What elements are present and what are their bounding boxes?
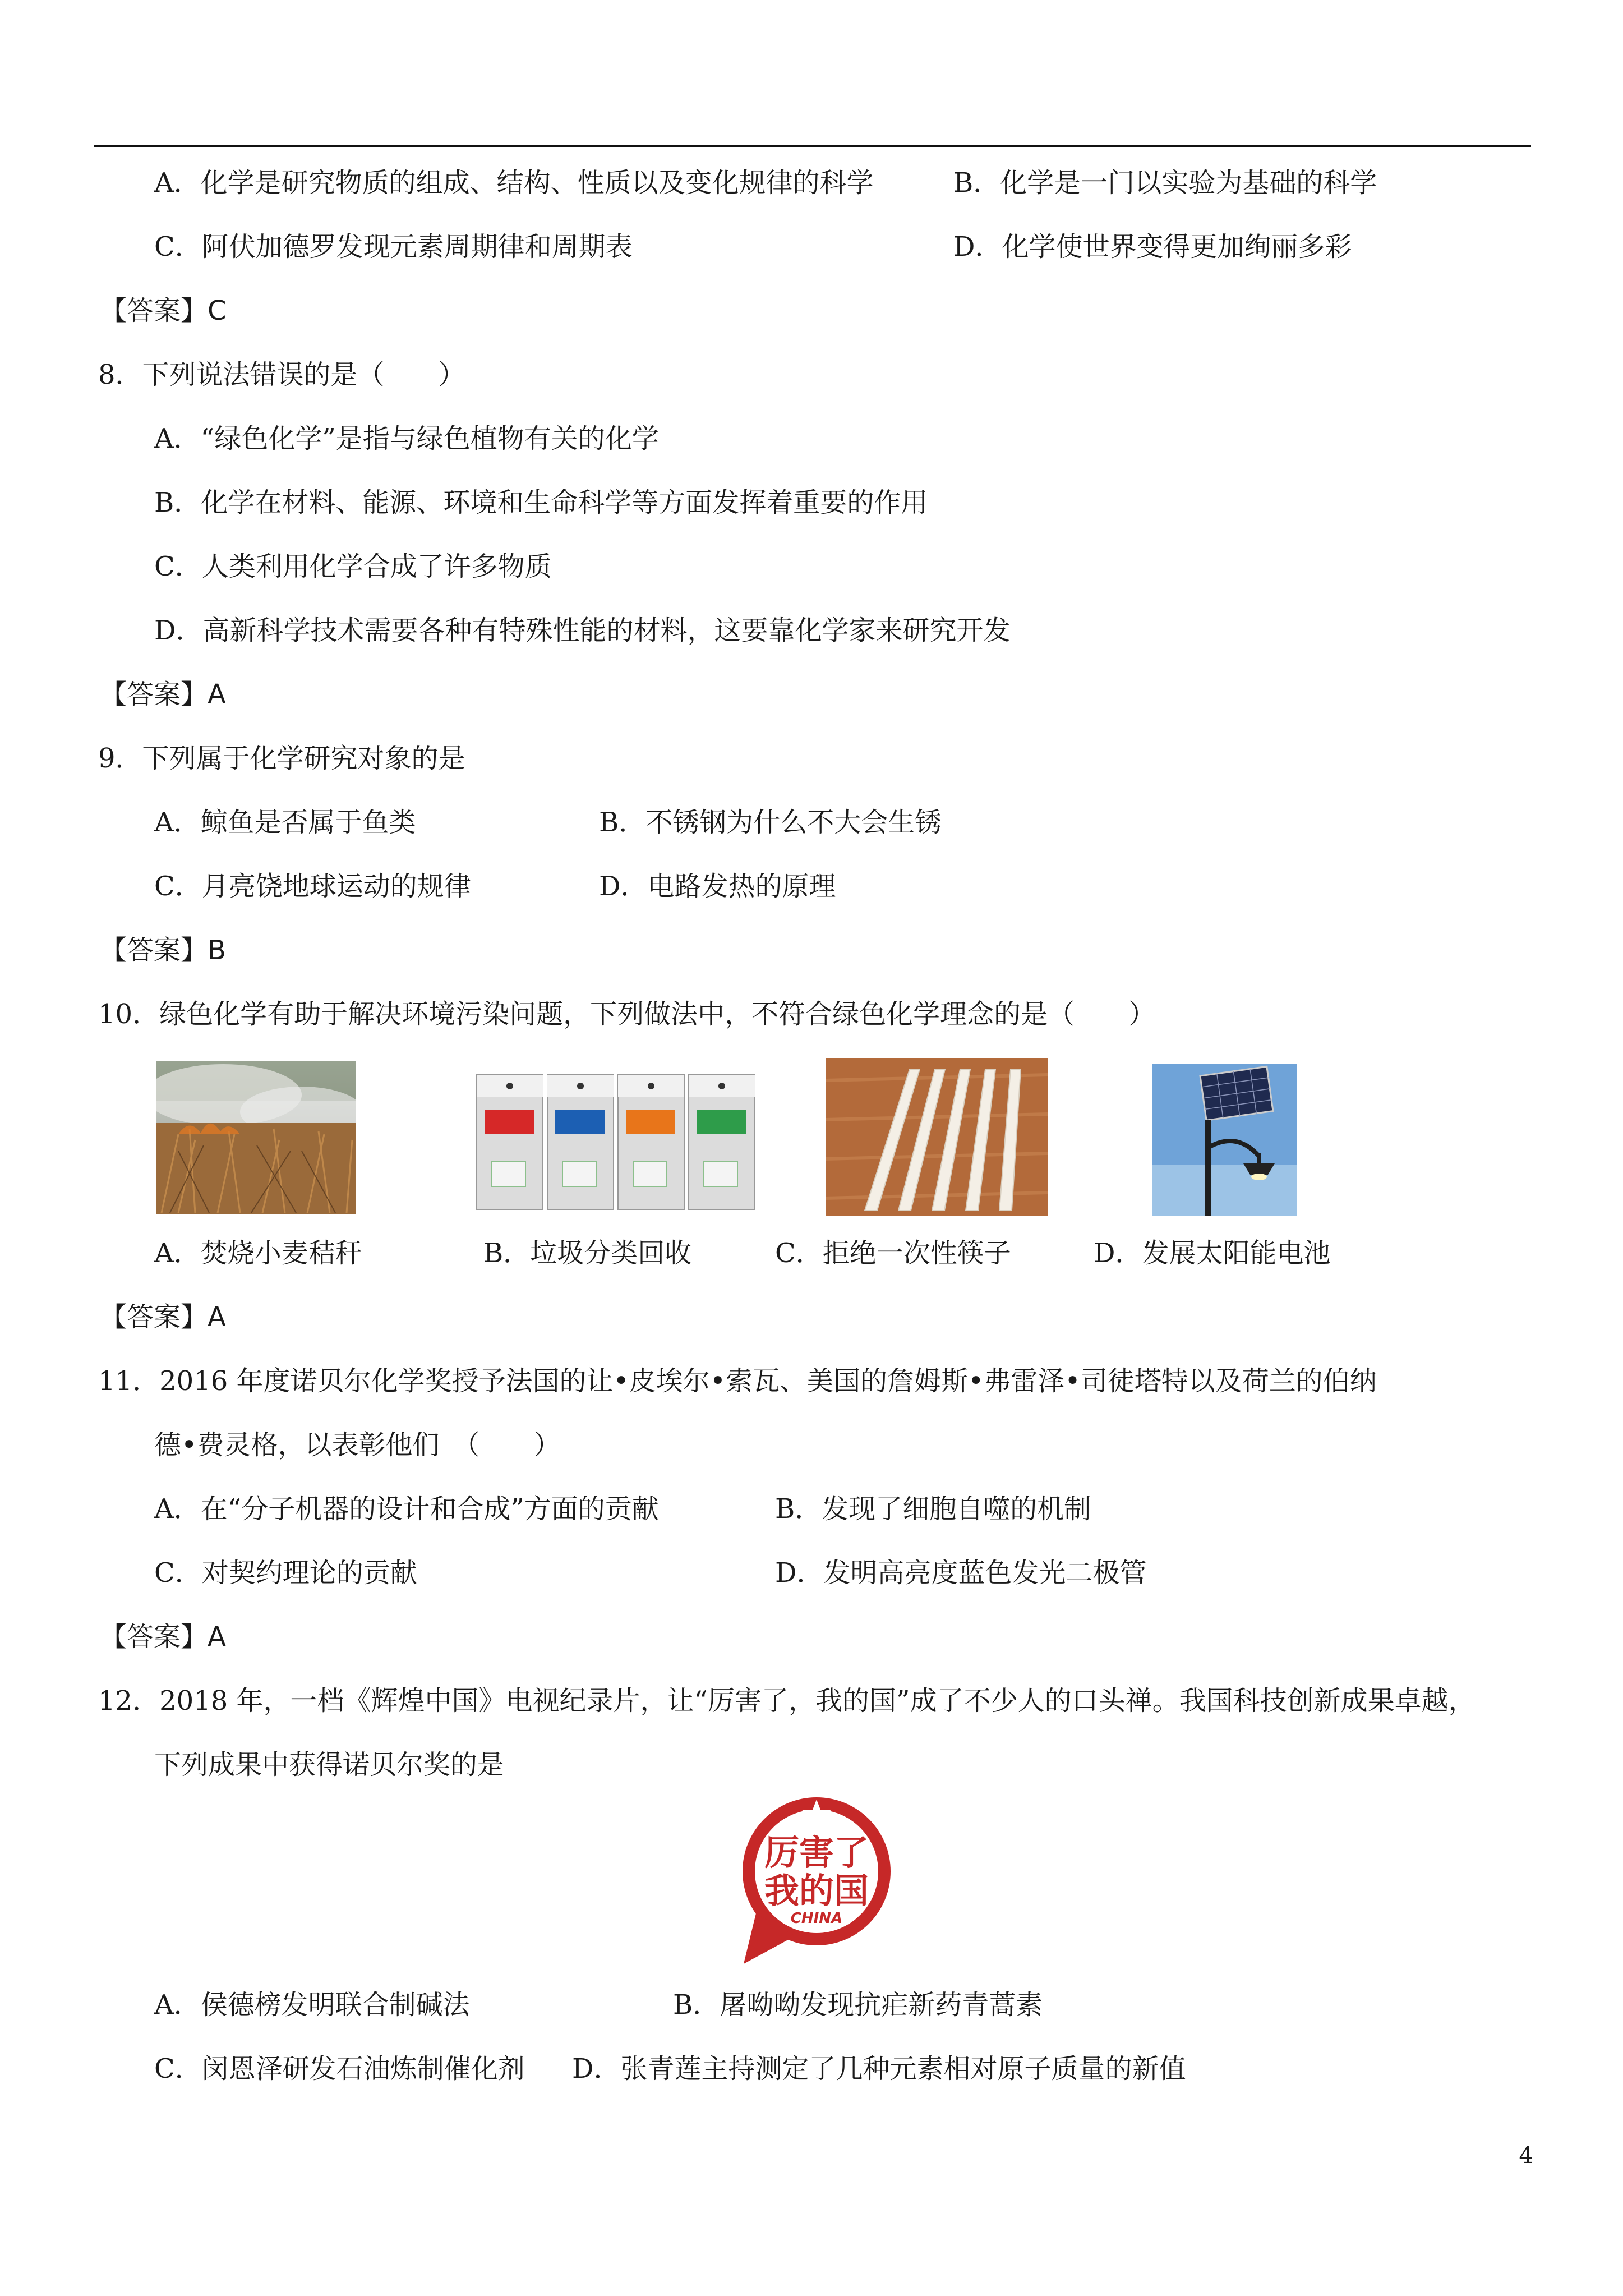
q12-option-b: B．屠呦呦发现抗疟新药青蒿素: [673, 1989, 1043, 2021]
q10-answer: 【答案】A: [100, 1301, 226, 1333]
q9-option-b: B．不锈钢为什么不大会生锈: [599, 807, 942, 838]
q7-option-c: C．阿伏加德罗发现元素周期律和周期表: [154, 231, 633, 263]
q12-stem-line1: 12．2018 年，一档《辉煌中国》电视纪录片，让“厉害了，我的国”成了不少人的口头禅。我国科技创新成果卓越，: [98, 1685, 1476, 1717]
q8-answer: 【答案】A: [100, 679, 226, 710]
q10-stem: 10．绿色化学有助于解决环境污染问题，下列做法中，不符合绿色化学理念的是（ ）: [98, 999, 1156, 1030]
q7-option-a: A．化学是研究物质的组成、结构、性质以及变化规律的科学: [154, 167, 874, 199]
q9-option-d: D．电路发热的原理: [599, 871, 836, 902]
q10-option-d: D．发展太阳能电池: [1094, 1237, 1331, 1269]
burning-straw-image: [156, 1061, 356, 1214]
logo-line3: CHINA: [790, 1910, 843, 1927]
header-rule: [94, 145, 1531, 147]
q9-option-c: C．月亮饶地球运动的规律: [154, 871, 471, 902]
q10-option-b: B．垃圾分类回收: [483, 1237, 692, 1269]
solar-lamp-image: [1152, 1064, 1297, 1216]
q8-option-d: D．高新科学技术需要各种有特殊性能的材料，这要靠化学家来研究开发: [154, 615, 1011, 646]
china-slogan-logo: [734, 1793, 900, 1967]
q9-option-a: A．鲸鱼是否属于鱼类: [154, 807, 416, 838]
q11-option-c: C．对契约理论的贡献: [154, 1557, 417, 1589]
chopsticks-image: [826, 1058, 1048, 1216]
q7-answer: 【答案】C: [100, 295, 227, 326]
q9-stem: 9．下列属于化学研究对象的是: [98, 743, 465, 774]
q9-answer: 【答案】B: [100, 935, 226, 966]
q10-option-c: C．拒绝一次性筷子: [775, 1237, 1011, 1269]
q11-stem-line2: 德•费灵格，以表彰他们 （ ）: [154, 1429, 561, 1461]
q11-option-a: A．在“分子机器的设计和合成”方面的贡献: [154, 1493, 659, 1525]
q11-stem-line1: 11．2016 年度诺贝尔化学奖授予法国的让•皮埃尔•索瓦、美国的詹姆斯•弗雷泽•司徒塔特以及荷兰的伯纳: [98, 1365, 1377, 1397]
recycling-bins-image: [472, 1058, 764, 1221]
q8-option-b: B．化学在材料、能源、环境和生命科学等方面发挥着重要的作用: [154, 487, 928, 518]
q12-option-d: D．张青莲主持测定了几种元素相对原子质量的新值: [572, 2053, 1186, 2085]
q11-option-d: D．发明高亮度蓝色发光二极管: [775, 1557, 1147, 1589]
q10-option-a: A．焚烧小麦秸秆: [154, 1237, 362, 1269]
q12-stem-line2: 下列成果中获得诺贝尔奖的是: [154, 1749, 505, 1780]
q7-option-b: B．化学是一门以实验为基础的科学: [953, 167, 1377, 199]
q8-option-c: C．人类利用化学合成了许多物质: [154, 551, 552, 582]
logo-line2: 我的国: [764, 1870, 869, 1911]
logo-line1: 厉害了: [764, 1832, 869, 1873]
q8-option-a: A．“绿色化学”是指与绿色植物有关的化学: [154, 423, 659, 454]
q8-stem: 8．下列说法错误的是（ ）: [98, 359, 465, 390]
page-number: 4: [1519, 2143, 1533, 2169]
q12-option-a: A．侯德榜发明联合制碱法: [154, 1989, 470, 2021]
q11-answer: 【答案】A: [100, 1621, 226, 1653]
q7-option-d: D．化学使世界变得更加绚丽多彩: [953, 231, 1352, 263]
q11-option-b: B．发现了细胞自噬的机制: [775, 1493, 1091, 1525]
q12-option-c: C．闵恩泽研发石油炼制催化剂: [154, 2053, 525, 2085]
